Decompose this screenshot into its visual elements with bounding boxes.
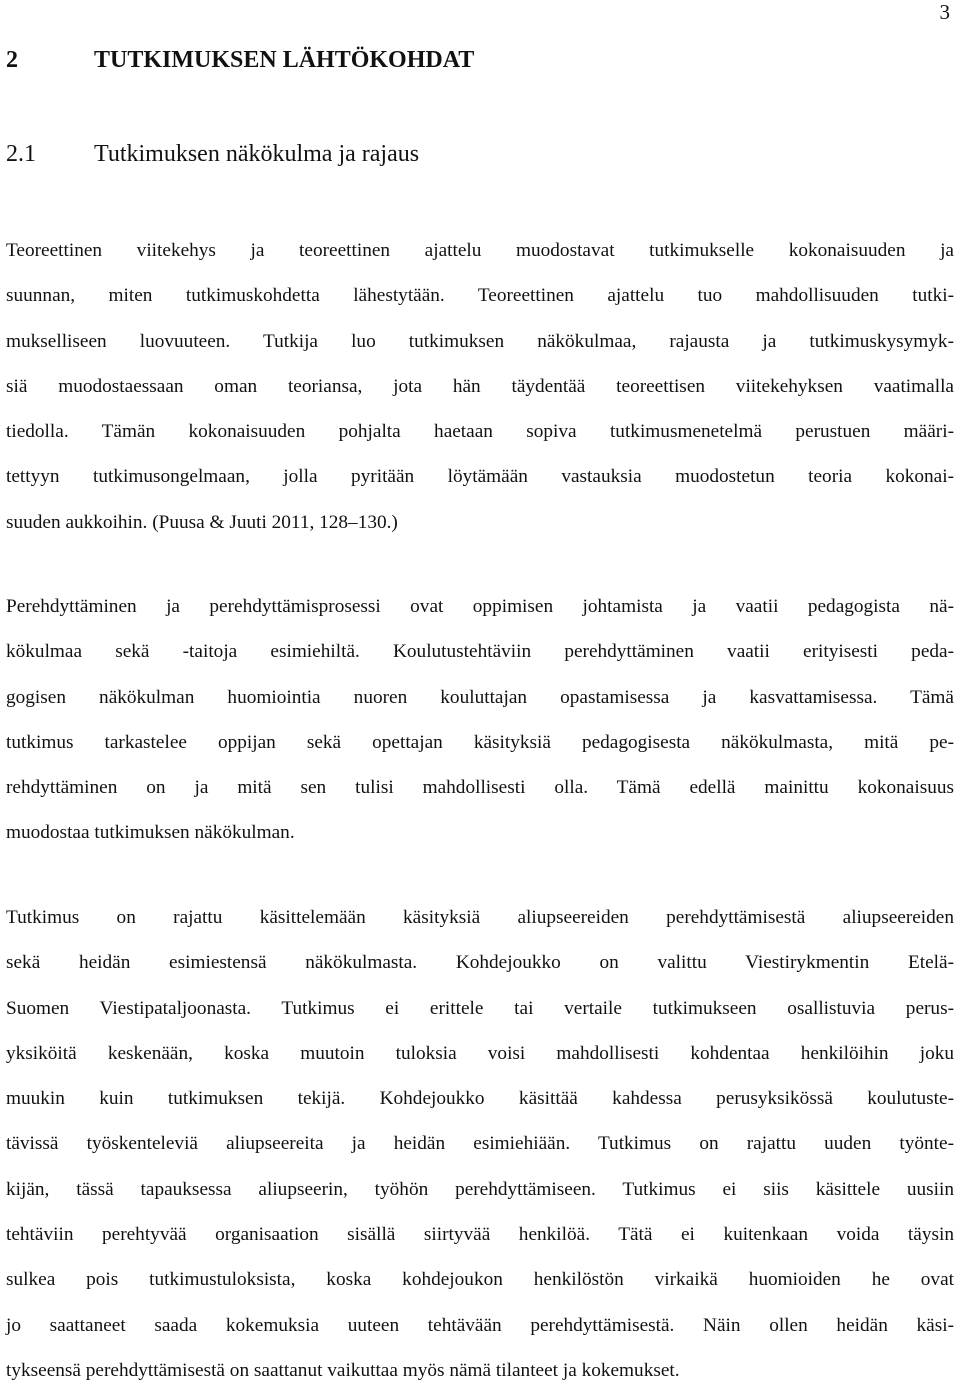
paragraph-line: yksiköitä keskenään, koska muutoin tuloksia voisi mahdollisesti kohdentaa henkilöihin joku [6,1042,954,1064]
paragraph-line: jo saattaneet saada kokemuksia uuteen tehtävään perehdyttämisestä. Näin ollen heidän käsi- [6,1314,954,1336]
paragraph-line: kökulmaa sekä -taitoja esimiehiltä. Koulutustehtäviin perehdyttäminen vaatii erityisesti peda- [6,641,954,663]
section-number: 2.1 [6,141,36,167]
paragraph-theoretical-framework [6,228,954,545]
paragraph-line: tettyyn tutkimusongelmaan, jolla pyritään löytämään vastauksia muodostetun teoria kokonai- [6,466,954,488]
paragraph-line: tävissä työskenteleviä aliupseereita ja heidän esimiehiään. Tutkimus on rajattu uuden työnte- [6,1133,954,1155]
paragraph-line: mukselliseen luovuuteen. Tutkija luo tutkimuksen näkökulmaa, rajausta ja tutkimuskysymyk- [6,330,954,352]
paragraph-line: Perehdyttäminen ja perehdyttämisprosessi ovat oppimisen johtamista ja vaatii pedagogista nä- [6,596,954,617]
section-title: Tutkimuksen näkökulma ja rajaus [94,141,420,167]
paragraph-line: tutkimus tarkastelee oppijan sekä opettajan käsityksiä pedagogisesta näkökulmasta, mitä pe- [6,731,954,753]
paragraph-line: Tutkimus on rajattu käsittelemään käsityksiä aliupseereiden perehdyttämisestä aliupseereiden [6,907,954,928]
paragraph-line: suuden aukkoihin. (Puusa & Juuti 2011, 128–130.) [6,511,398,533]
paragraph-line: Teoreettinen viitekehys ja teoreettinen ajattelu muodostavat tutkimukselle kokonaisuuden ja [6,240,954,261]
chapter-number: 2 [6,47,18,73]
section-heading [6,138,419,170]
paragraph-line: kijän, tässä tapauksessa aliupseerin, työhön perehdyttämiseen. Tutkimus ei siis käsittele uusiin [6,1178,954,1200]
paragraph-line: sulkea pois tutkimustuloksista, koska kohdejoukon henkilöstön virkaikä huomioiden he ovat [6,1269,954,1291]
paragraph-line: muukin kuin tutkimuksen tekijä. Kohdejoukko käsittää kahdessa perusyksikössä koulutuste- [6,1088,954,1110]
paragraph-line: sekä heidän esimiestensä näkökulmasta. Kohdejoukko on valittu Viestirykmentin Etelä- [6,952,954,974]
paragraph-line: rehdyttäminen on ja mitä sen tulisi mahdollisesti olla. Tämä edellä mainittu kokonaisuus [6,777,954,799]
paragraph-line: siä muodostaessaan oman teoriansa, jota hän täydentää teoreettisen viitekehyksen vaatimalla [6,375,954,397]
paragraph-pedagogical-perspective [6,584,954,856]
paragraph-line: tiedolla. Tämän kokonaisuuden pohjalta haetaan sopiva tutkimusmenetelmä perustuen määri- [6,421,954,443]
paragraph-scope [6,895,954,1393]
paragraph-line: tykseensä perehdyttämisestä on saattanut vaikuttaa myös nämä tilanteet ja kokemukset. [6,1359,680,1381]
paragraph-line: suunnan, miten tutkimuskohdetta lähestytään. Teoreettinen ajattelu tuo mahdollisuuden tutki- [6,285,954,307]
chapter-heading [6,44,474,76]
page-number: 3 [939,0,950,24]
paragraph-line: muodostaa tutkimuksen näkökulman. [6,822,295,844]
paragraph-line: Suomen Viestipataljoonasta. Tutkimus ei erittele tai vertaile tutkimukseen osallistuvia perus- [6,997,954,1019]
paragraph-line: tehtäviin perehtyvää organisaation sisällä siirtyvää henkilöä. Tätä ei kuitenkaan voida täysin [6,1224,954,1246]
chapter-title: TUTKIMUKSEN LÄHTÖKOHDAT [94,47,475,73]
paragraph-line: gogisen näkökulman huomiointia nuoren kouluttajan opastamisessa ja kasvattamisessa. Tämä [6,686,954,708]
